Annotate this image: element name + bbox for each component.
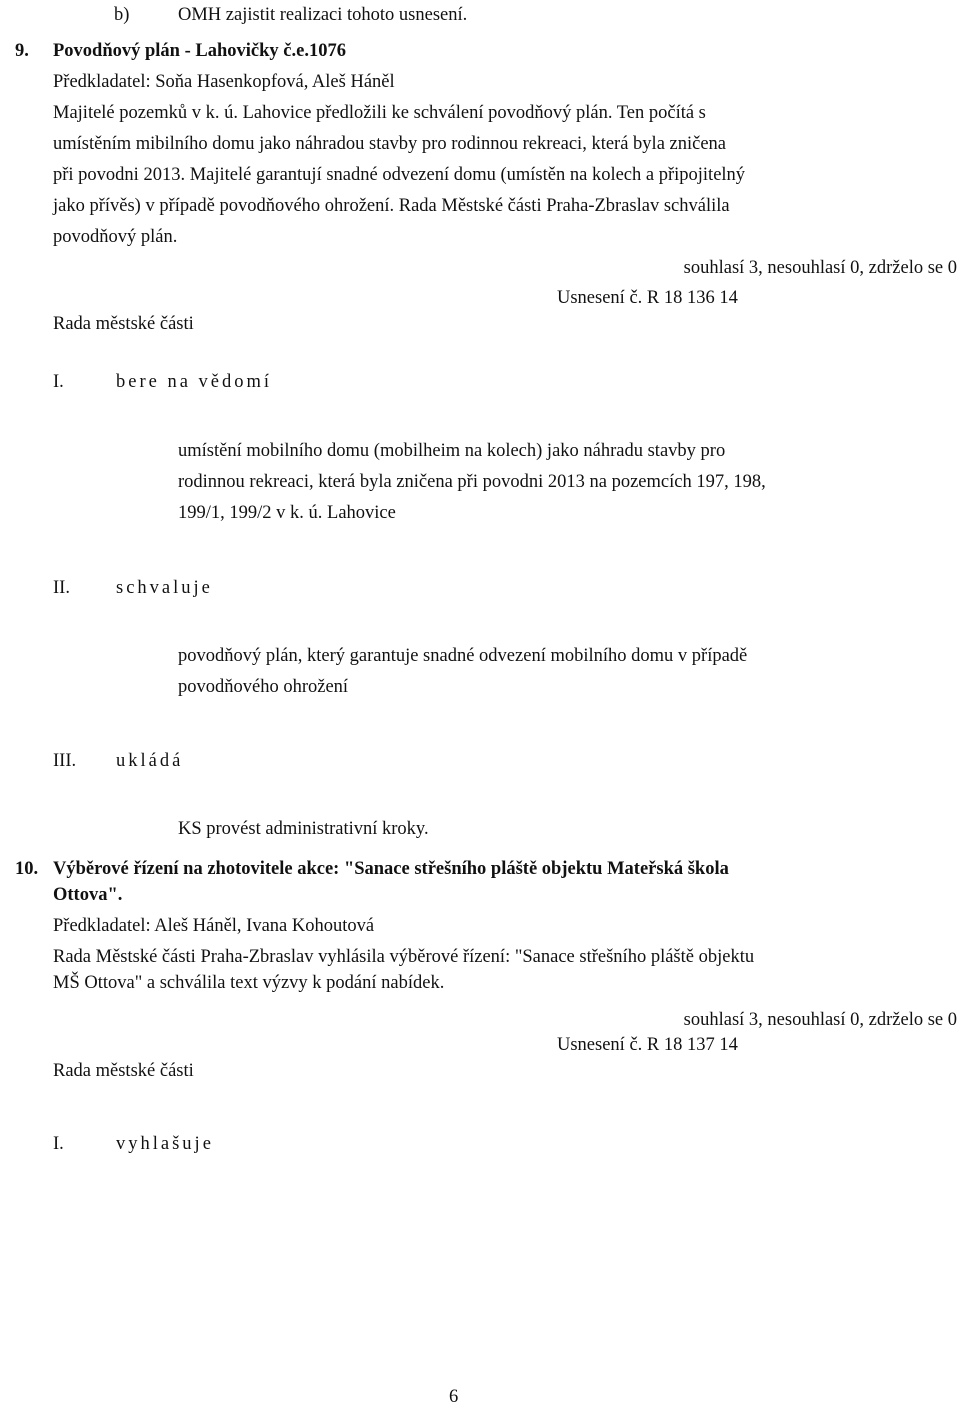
item10-section-1-verb: vyhlašuje	[116, 1134, 214, 1154]
item-b-text: OMH zajistit realizaci tohoto usnesení.	[178, 5, 468, 25]
item9-line-1: Majitelé pozemků v k. ú. Lahovice předložili ke schválení povodňový plán. Ten počítá s	[53, 103, 706, 123]
item9-section-3-line-1: KS provést administrativní kroky.	[178, 819, 429, 839]
item10-body: Rada městské části	[53, 1061, 194, 1081]
item9-line-3: při povodni 2013. Majitelé garantují snadné odvezení domu (umístěn na kolech a připojitelný	[53, 165, 746, 185]
item-b-label: b)	[114, 5, 130, 25]
item10-vote: souhlasí 3, nesouhlasí 0, zdrželo se 0	[683, 1010, 957, 1030]
item10-submitter: Předkladatel: Aleš Háněl, Ivana Kohoutová	[53, 916, 375, 936]
item10-title-line-2: Ottova".	[53, 885, 123, 905]
item9-resolution: Usnesení č. R 18 136 14	[557, 288, 738, 308]
item9-section-3-numeral: III.	[53, 751, 77, 771]
item9-section-1-line-2: rodinnou rekreaci, která byla zničena při povodni 2013 na pozemcích 197, 198,	[178, 472, 766, 492]
item9-section-1-line-1: umístění mobilního domu (mobilheim na kolech) jako náhradu stavby pro	[178, 441, 726, 461]
item9-section-2-numeral: II.	[53, 578, 70, 598]
item9-section-1-verb: bere na vědomí	[116, 372, 273, 392]
item10-number: 10.	[15, 859, 39, 879]
item9-section-1-line-3: 199/1, 199/2 v k. ú. Lahovice	[178, 503, 396, 523]
item10-line-2: MŠ Ottova" a schválila text výzvy k podání nabídek.	[53, 973, 445, 993]
item9-section-2-verb: schvaluje	[116, 578, 213, 598]
item9-line-2: umístěním mibilního domu jako náhradou stavby pro rodinnou rekreaci, která byla zničena	[53, 134, 727, 154]
item9-submitter: Předkladatel: Soňa Hasenkopfová, Aleš Háněl	[53, 72, 395, 92]
item9-section-1-numeral: I.	[53, 372, 64, 392]
item9-line-5: povodňový plán.	[53, 227, 178, 247]
item9-body: Rada městské části	[53, 314, 194, 334]
item10-section-1-numeral: I.	[53, 1134, 64, 1154]
item9-number: 9.	[15, 41, 29, 61]
item9-section-2-line-1: povodňový plán, který garantuje snadné odvezení mobilního domu v případě	[178, 646, 748, 666]
item9-section-3-verb: ukládá	[116, 751, 184, 771]
item9-section-2-line-2: povodňového ohrožení	[178, 677, 349, 697]
item9-line-4: jako přívěs) v případě povodňového ohrožení. Rada Městské části Praha-Zbraslav schválila	[53, 196, 730, 216]
item10-title-line-1: Výběrové řízení na zhotovitele akce: "Sanace střešního pláště objektu Mateřská škola	[53, 859, 729, 879]
page-number: 6	[449, 1387, 459, 1407]
item9-vote: souhlasí 3, nesouhlasí 0, zdrželo se 0	[683, 258, 957, 278]
item10-resolution: Usnesení č. R 18 137 14	[557, 1035, 738, 1055]
item10-line-1: Rada Městské části Praha-Zbraslav vyhlásila výběrové řízení: "Sanace střešního pláště objektu	[53, 947, 755, 967]
item9-title: Povodňový plán - Lahovičky č.e.1076	[53, 41, 346, 61]
